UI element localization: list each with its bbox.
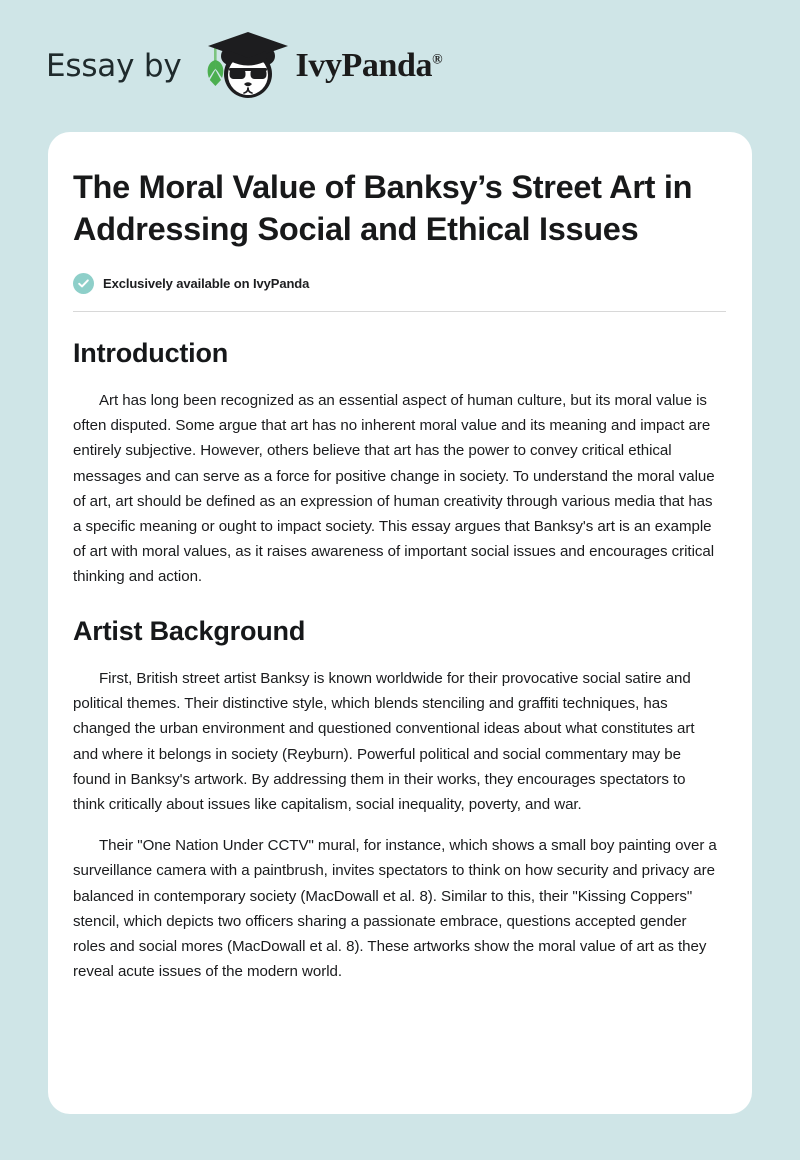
- brand-name-text: IvyPanda: [295, 47, 433, 84]
- document-body: [73, 132, 727, 984]
- paragraph: Art has long been recognized as an essential aspect of human culture, but its moral value is often disputed. Some argue that art has no inherent moral value and its meaning and impact are entirely subjective. However, others believe that art has the power to convey critical ethical messages and can serve as a force for positive change in society. To understand the moral value of art, art should be defined as an expression of human creativity through various media that has a specific meaning or ought to impact society. This essay argues that Banksy's art is an example of art with moral values, as it raises awareness of important social issues and encourages critical thinking and action.: [73, 391, 715, 586]
- exclusive-badge-label: Exclusively available on IvyPanda: [103, 275, 310, 291]
- registered-trademark-symbol: ®: [432, 52, 443, 68]
- page-title: The Moral Value of Banksy’s Street Art in Addressing Social and Ethical Issues: [73, 169, 693, 248]
- ivypanda-wordmark: [296, 49, 443, 83]
- essay-document-card: [48, 132, 752, 1114]
- check-circle-icon: [73, 273, 94, 294]
- page-header: [0, 0, 800, 132]
- paragraph: First, British street artist Banksy is known worldwide for their provocative social satire and political themes. Their distinctive style, which blends stenciling and graffiti techniques, has changed the urban environment and questioned conventional ideas about what constitutes art and where it belongs in society (Reyburn). Powerful political and social commentary may be found in Banksy's artwork. By addressing them in their works, they encourages spectators to think critically about issues like capitalism, social inequality, poverty, and war.: [73, 669, 695, 813]
- paragraph: Their "One Nation Under CCTV" mural, for instance, which shows a small boy painting over a surveillance camera with a paintbrush, invites spectators to think on how security and privacy are balanced in contemporary society (MacDowall et al. 8). Similar to this, their "Kissing Coppers" stencil, which depicts two officers sharing a passionate embrace, questions accepted gender roles and social mores (MacDowall et al. 8). These artworks show the moral value of art as they reveal acute issues of the modern world.: [73, 837, 717, 981]
- section-heading-artist-background: Artist Background: [73, 615, 306, 646]
- essay-by-label: Essay by: [46, 47, 182, 84]
- ivypanda-brand-lockup[interactable]: [46, 30, 443, 102]
- exclusive-availability-badge: [73, 273, 727, 294]
- ivypanda-graduate-panda-logo-icon: [196, 30, 292, 102]
- section-heading-introduction: Introduction: [73, 337, 229, 368]
